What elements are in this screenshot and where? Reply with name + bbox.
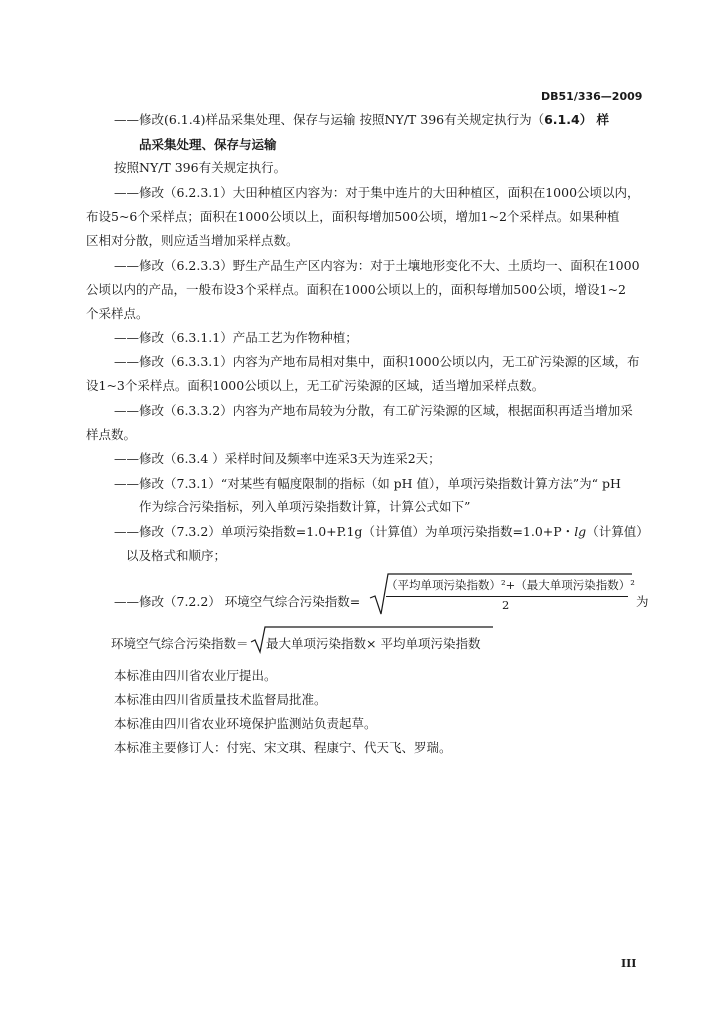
- bold-clause-ref: 6.1.4: [544, 112, 580, 127]
- text-run: ——修改(6.1.4)样品采集处理、保存与运输 按照NY/T 396有关规定执行为（: [114, 112, 545, 127]
- formula2-prefix: 环境空气综合污染指数＝: [111, 636, 249, 651]
- italic-lg: lg: [574, 524, 587, 539]
- formula1-numerator: （平均单项污染指数）²+（最大单项污染指数）²: [386, 578, 635, 592]
- page-number: III: [621, 957, 637, 970]
- drafted-by-statement: 本标准由四川省农业环境保护监测站负责起草。: [114, 716, 377, 731]
- approved-by-statement: 本标准由四川省质量技术监督局批准。: [114, 692, 327, 707]
- amendment-6-3-3-1-line2: 设1~3个采样点。面积1000公顷以上，无工矿污染源的区域，适当增加采样点数。: [86, 378, 545, 393]
- amendment-6-2-3-3-line3: 个采样点。: [86, 306, 149, 321]
- text-run: ——修改（7.3.2）单项污染指数=1.0+P.1g（计算值）为单项污染指数=1.0+P・: [114, 524, 575, 539]
- amendment-7-3-2-line2: 以及格式和顺序；: [126, 548, 227, 563]
- amendment-7-3-1-line2: 作为综合污染指标，列入单项污染指数计算，计算公式如下”: [139, 499, 471, 514]
- fraction-bar: [386, 596, 628, 597]
- amendment-6-2-3-3-line1: ——修改（6.2.3.3）野生产品生产区内容为：对于土壤地形变化不大、土质均一、面积在1000: [114, 258, 640, 273]
- text-run: （计算值）: [586, 524, 649, 539]
- formula1-denominator: 2: [502, 598, 510, 612]
- amendment-6-3-4: ——修改（6.3.4 ）采样时间及频率中连采3天为连采2天；: [114, 451, 441, 466]
- amendment-6-2-3-1-line2: 布设5~6个采样点；面积在1000公顷以上，面积每增加500公顷，增加1~2个采样点。如果种植: [86, 209, 620, 224]
- amendment-6-2-3-1-line3: 区相对分散，则应适当增加采样点数。: [86, 233, 299, 248]
- amendment-7-3-2-line1: [114, 524, 649, 540]
- revisers-statement: 本标准主要修订人：付宪、宋文琪、程康宁、代天飞、罗瑞。: [114, 740, 452, 755]
- amendment-7-2-2-prefix: ——修改（7.2.2） 环境空气综合污染指数=: [114, 594, 361, 609]
- amendment-6-2-3-1-line1: ——修改（6.2.3.1）大田种植区内容为：对于集中连片的大田种植区，面积在1000公顷以内，: [114, 185, 640, 200]
- amendment-7-3-1-line1: ——修改（7.3.1）“对某些有幅度限制的指标（如 pH 值），单项污染指数计算方法”为“ pH: [114, 476, 621, 491]
- amendment-6-2-3-3-line2: 公顷以内的产品，一般布设3个采样点。面积在1000公顷以上的，面积每增加500公顷，增设1~2: [86, 282, 627, 297]
- proposed-by-statement: 本标准由四川省农业厅提出。: [114, 668, 277, 683]
- amendment-6-3-3-2-line1: ——修改（6.3.3.2）内容为产地布局较为分散，有工矿污染源的区域，根据面积再适当增加采: [114, 403, 633, 418]
- amendment-6-3-3-2-line2: 样点数。: [86, 427, 137, 442]
- amendment-6-3-1-1: ——修改（6.3.1.1）产品工艺为作物种植；: [114, 330, 358, 345]
- amendment-6-1-4-line3: 按照NY/T 396有关规定执行。: [114, 160, 287, 175]
- formula1-suffix: 为: [636, 594, 649, 609]
- formula2-radicand: 最大单项污染指数× 平均单项污染指数: [266, 636, 481, 651]
- amendment-6-1-4-line2: 品采集处理、保存与运输: [139, 137, 277, 152]
- amendment-6-3-3-1-line1: ——修改（6.3.3.1）内容为产地布局相对集中，面积1000公顷以内，无工矿污染源的区域，布: [114, 354, 640, 369]
- amendment-6-1-4-line1: [114, 112, 609, 128]
- bold-text-run: ） 样: [579, 112, 610, 127]
- doc-code-header: DB51/336—2009: [541, 90, 643, 103]
